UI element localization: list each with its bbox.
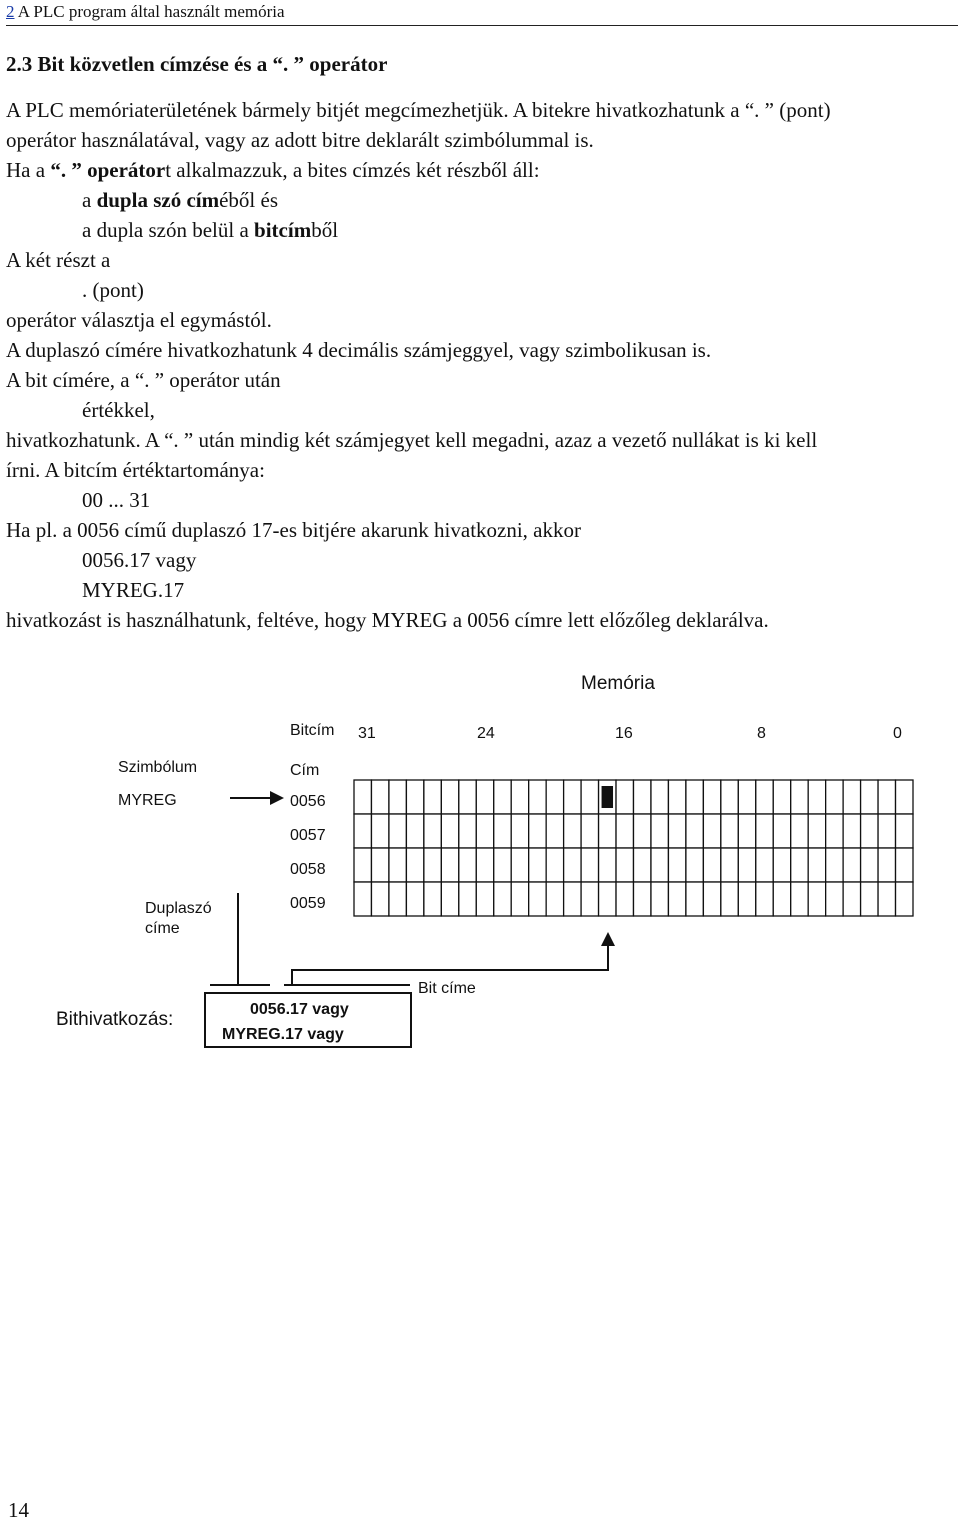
symbol-label: Szimbólum — [118, 759, 198, 776]
bit-cell — [843, 814, 860, 848]
bit-cell — [773, 814, 790, 848]
paragraph-line: írni. A bitcím értéktartománya: — [6, 458, 265, 482]
bit-cell — [896, 882, 913, 916]
bit-cell — [581, 882, 598, 916]
bit-cell — [878, 780, 895, 814]
bit-cell — [459, 814, 476, 848]
bit-cell — [546, 848, 563, 882]
bit-cell — [424, 780, 441, 814]
bit-cell — [756, 814, 773, 848]
bit-cell — [494, 814, 511, 848]
bit-cell — [459, 882, 476, 916]
paragraph-line: 0056.17 vagy — [82, 548, 197, 572]
bit-cell — [773, 882, 790, 916]
bit-cell — [826, 780, 843, 814]
bit-cell — [738, 814, 755, 848]
bit-cell — [494, 780, 511, 814]
bit-address-label: Bit címe — [418, 980, 476, 997]
bit-cell — [773, 780, 790, 814]
bit-cell — [564, 780, 581, 814]
bit-cell — [441, 882, 458, 916]
bit-cell — [476, 848, 493, 882]
bit-cell — [441, 848, 458, 882]
paragraph-line: MYREG.17 — [82, 578, 185, 602]
symbol-value: MYREG — [118, 792, 177, 809]
bit-cell — [581, 780, 598, 814]
bit-arrow-head — [601, 932, 615, 946]
paragraph-line: A duplaszó címére hivatkozhatunk 4 decimális számjeggyel, vagy szimbolikusan is. — [6, 338, 712, 362]
bit-cell — [651, 814, 668, 848]
bit-cell — [459, 848, 476, 882]
chapter-number-link[interactable]: 2 — [6, 2, 15, 21]
bit-cell — [511, 882, 528, 916]
bit-cell — [773, 848, 790, 882]
bit-cell — [494, 848, 511, 882]
bit-cell — [371, 780, 388, 814]
bit-cell — [651, 780, 668, 814]
bit-tick-label: 16 — [615, 725, 633, 742]
paragraph-line: hivatkozást is használhatunk, feltéve, hogy MYREG a 0056 címre lett előzőleg deklarálva. — [6, 608, 769, 632]
paragraph-line: operátor használatával, vagy az adott bitre deklarált szimbólummal is. — [6, 128, 594, 152]
bit-cell — [511, 848, 528, 882]
bit-cell — [511, 814, 528, 848]
bit-cell — [738, 882, 755, 916]
bit-cell — [686, 882, 703, 916]
bit-cell — [389, 848, 406, 882]
bit-cell — [738, 780, 755, 814]
bit-cell — [371, 882, 388, 916]
bit-cell — [406, 814, 423, 848]
paragraph-line: hivatkozhatunk. A “. ” után mindig két számjegyet kell megadni, azaz a vezető nullákat is ki kell — [6, 428, 818, 452]
bit-cell — [389, 780, 406, 814]
bit-cell — [354, 814, 371, 848]
text-span: ből — [311, 218, 339, 242]
paragraph-line: A bit címére, a “. ” operátor után — [6, 368, 281, 392]
bit-cell — [424, 848, 441, 882]
bit-cell — [424, 814, 441, 848]
bit-cell — [581, 848, 598, 882]
bit-cell — [861, 882, 878, 916]
section-heading: 2.3 Bit közvetlen címzése és a “. ” operátor — [6, 52, 388, 76]
bit-cell — [808, 882, 825, 916]
bit-cell — [354, 780, 371, 814]
bold-term: “. ” operátor — [50, 158, 166, 182]
text-span: Ha a — [6, 158, 51, 182]
bit-cell — [354, 848, 371, 882]
bit-cell — [668, 780, 685, 814]
bit-cell — [686, 780, 703, 814]
bit-cell — [616, 848, 633, 882]
address-0058: 0058 — [290, 861, 326, 878]
text-span: éből és — [219, 188, 278, 212]
bit-cell — [476, 814, 493, 848]
bit-cell — [808, 814, 825, 848]
bit-cell — [616, 882, 633, 916]
bitref-line: MYREG.17 vagy — [222, 1026, 344, 1043]
bit-cell — [459, 780, 476, 814]
bit-cell — [878, 882, 895, 916]
bit-cell — [721, 882, 738, 916]
bit-cell — [721, 848, 738, 882]
bit-cell — [721, 814, 738, 848]
bit-cell — [668, 814, 685, 848]
bit-cell — [878, 814, 895, 848]
bit-cell — [791, 780, 808, 814]
bit-tick-label: 8 — [757, 725, 766, 742]
bit-cell — [406, 848, 423, 882]
bit-cell — [424, 882, 441, 916]
bit-cell — [686, 848, 703, 882]
bit-cell — [703, 780, 720, 814]
bit-cell — [354, 882, 371, 916]
bit-cell — [668, 848, 685, 882]
bit-cell — [791, 814, 808, 848]
memory-grid — [354, 780, 913, 916]
bit-tick-label: 0 — [893, 725, 902, 742]
bit-cell — [826, 882, 843, 916]
paragraph-line: operátor választja el egymástól. — [6, 308, 272, 332]
bitref-label: Bithivatkozás: — [56, 1009, 174, 1030]
paragraph-line: értékkel, — [82, 398, 155, 422]
bit-cell — [581, 814, 598, 848]
bit-cell — [476, 780, 493, 814]
bit-cell — [371, 814, 388, 848]
bit-cell — [878, 848, 895, 882]
bit-cell — [634, 780, 651, 814]
bit-cell — [616, 814, 633, 848]
bit-cell — [511, 780, 528, 814]
bit-cell — [546, 882, 563, 916]
bit-cell — [564, 848, 581, 882]
bitref-line: 0056.17 vagy — [250, 1001, 349, 1018]
bit-cell — [651, 848, 668, 882]
highlighted-bit — [602, 786, 613, 808]
bit-cell — [756, 780, 773, 814]
bit-cell — [791, 882, 808, 916]
bit-cell — [861, 814, 878, 848]
text-span: a dupla szón belül a — [82, 218, 255, 242]
bit-cell — [703, 882, 720, 916]
bit-cell — [529, 780, 546, 814]
bit-cell — [389, 882, 406, 916]
bit-cell — [564, 882, 581, 916]
bit-cell — [703, 848, 720, 882]
bit-cell — [721, 780, 738, 814]
bit-cell — [599, 882, 616, 916]
bit-cell — [406, 780, 423, 814]
bit-cell — [843, 780, 860, 814]
bit-cell — [896, 848, 913, 882]
bit-cell — [634, 848, 651, 882]
address-0057: 0057 — [290, 827, 326, 844]
paragraph-line: Ha pl. a 0056 című duplaszó 17-es bitjére akarunk hivatkozni, akkor — [6, 518, 581, 542]
dword-label: Duplaszó — [145, 900, 212, 917]
bit-cell — [861, 848, 878, 882]
bit-cell — [808, 848, 825, 882]
bit-cell — [843, 848, 860, 882]
bit-cell — [546, 780, 563, 814]
address-0056: 0056 — [290, 793, 326, 810]
bit-tick-label: 24 — [477, 725, 495, 742]
bit-cell — [896, 814, 913, 848]
paragraph-line: 00 ... 31 — [82, 488, 151, 512]
text-span: t alkalmazzuk, a bites címzés két részből áll: — [165, 158, 540, 182]
paragraph-line: . (pont) — [82, 278, 144, 302]
text-span: a — [82, 188, 97, 212]
page-number: 14 — [8, 1498, 29, 1522]
bit-cell — [791, 848, 808, 882]
bit-cell — [441, 780, 458, 814]
dword-label: címe — [145, 920, 180, 937]
paragraph-line: A PLC memóriaterületének bármely bitjét megcímezhetjük. A bitekre hivatkozhatunk a “. ” (pont) — [6, 98, 831, 122]
symbol-arrow-head — [270, 791, 284, 805]
bit-cell — [634, 814, 651, 848]
bit-cell — [843, 882, 860, 916]
bit-tick-label: 31 — [358, 725, 376, 742]
bit-cell — [494, 882, 511, 916]
bit-cell — [668, 882, 685, 916]
paragraph-line: A két részt a — [6, 248, 111, 272]
bit-cell — [896, 780, 913, 814]
bit-cell — [529, 882, 546, 916]
bit-cell — [441, 814, 458, 848]
bit-cell — [599, 814, 616, 848]
chapter-title: A PLC program által használt memória — [14, 2, 285, 21]
bit-cell — [756, 882, 773, 916]
bold-term: bitcím — [254, 218, 312, 242]
address-0059: 0059 — [290, 895, 326, 912]
bit-cell — [616, 780, 633, 814]
bit-cell — [756, 848, 773, 882]
bit-cell — [861, 780, 878, 814]
bitcim-label: Bitcím — [290, 722, 335, 739]
bit-cell — [529, 814, 546, 848]
bit-cell — [564, 814, 581, 848]
bit-cell — [406, 882, 423, 916]
bit-cell — [634, 882, 651, 916]
bit-cell — [546, 814, 563, 848]
bit-cell — [738, 848, 755, 882]
memory-title: Memória — [581, 673, 655, 694]
bit-cell — [371, 848, 388, 882]
bit-cell — [651, 882, 668, 916]
bit-cell — [826, 848, 843, 882]
bit-cell — [529, 848, 546, 882]
bit-cell — [476, 882, 493, 916]
bit-cell — [808, 780, 825, 814]
bit-cell — [826, 814, 843, 848]
bit-cell — [703, 814, 720, 848]
bit-cell — [389, 814, 406, 848]
address-label: Cím — [290, 762, 320, 779]
bold-term: dupla szó cím — [96, 188, 220, 212]
bit-cell — [599, 848, 616, 882]
bit-cell — [686, 814, 703, 848]
